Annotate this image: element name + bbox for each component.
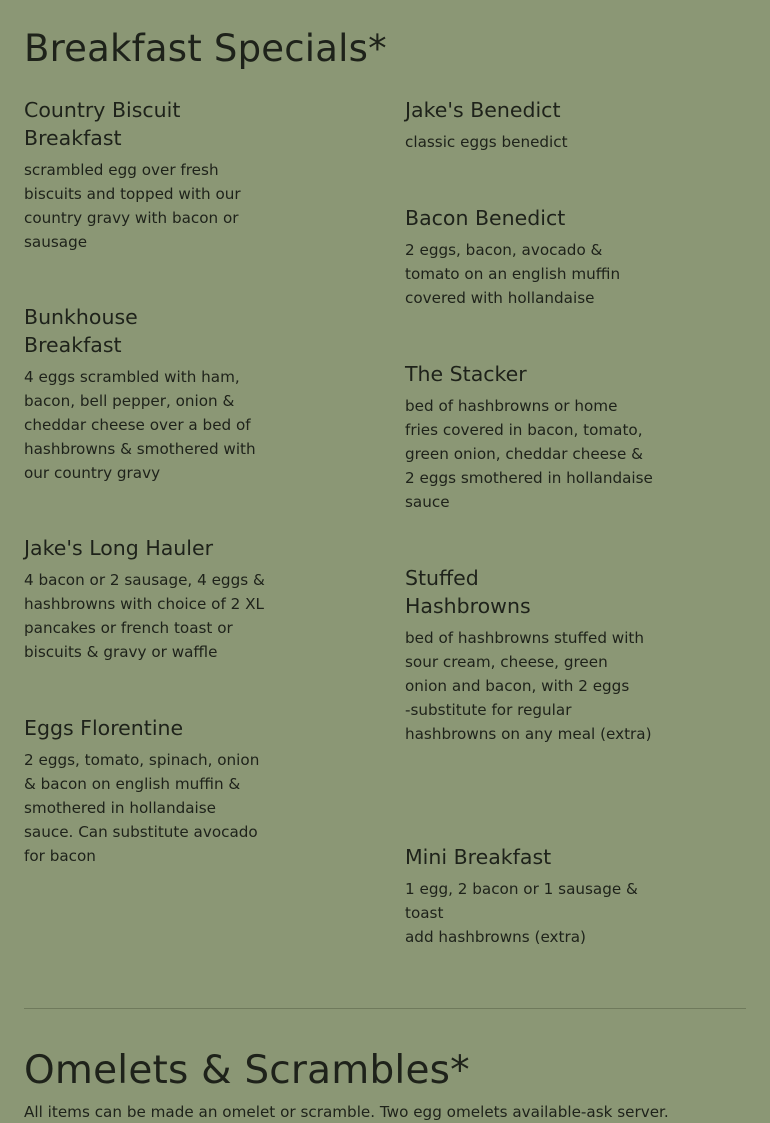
menu-item-description: 1 egg, 2 bacon or 1 sausage & toast add hashbrowns (extra) bbox=[405, 880, 638, 946]
menu-item-name: Bacon Benedict bbox=[405, 206, 566, 230]
menu-item bbox=[24, 303, 272, 485]
menu-item bbox=[405, 204, 653, 310]
breakfast-specials-title: Breakfast Specials* bbox=[24, 27, 387, 70]
menu-item-description: 4 bacon or 2 sausage, 4 eggs & hashbrowns with choice of 2 XL pancakes or french toast or biscuits & gravy or waffle bbox=[24, 571, 265, 661]
menu-item-name: Country Biscuit Breakfast bbox=[24, 98, 181, 150]
menu-item-description: 2 eggs, bacon, avocado & tomato on an english muffin covered with hollandaise bbox=[405, 241, 621, 307]
menu-item-name: The Stacker bbox=[405, 362, 527, 386]
menu-item-name: Bunkhouse Breakfast bbox=[24, 305, 138, 357]
menu-item-name: Stuffed Hashbrowns bbox=[405, 566, 531, 618]
menu-item bbox=[405, 564, 653, 746]
menu-item bbox=[24, 96, 272, 254]
menu-item-description: 2 eggs, tomato, spinach, onion & bacon on english muffin & smothered in hollandaise sauce. Can substitute avocado for bacon bbox=[24, 751, 260, 865]
menu-item bbox=[24, 534, 272, 664]
menu-item bbox=[405, 96, 653, 154]
omelets-scrambles-title: Omelets & Scrambles* bbox=[24, 1048, 470, 1093]
menu-item-name: Mini Breakfast bbox=[405, 845, 552, 869]
section-divider bbox=[24, 1008, 746, 1009]
menu-item-description: bed of hashbrowns stuffed with sour cream, cheese, green onion and bacon, with 2 eggs -substitute for regular hashbrowns on any meal (extra) bbox=[405, 629, 652, 743]
menu-item-name: Eggs Florentine bbox=[24, 716, 184, 740]
omelets-note: All items can be made an omelet or scramble. Two egg omelets available-ask server. bbox=[24, 1103, 669, 1121]
menu-item-name: Jake's Benedict bbox=[405, 98, 561, 122]
menu-item-name: Jake's Long Hauler bbox=[24, 536, 214, 560]
menu-item-description: scrambled egg over fresh biscuits and topped with our country gravy with bacon or sausage bbox=[24, 161, 241, 251]
menu-item-description: bed of hashbrowns or home fries covered in bacon, tomato, green onion, cheddar cheese & 2 eggs smothered in hollandaise sauce bbox=[405, 397, 653, 511]
menu-item-description: classic eggs benedict bbox=[405, 133, 568, 151]
menu-item bbox=[405, 843, 653, 949]
menu-item bbox=[405, 360, 653, 514]
menu-item bbox=[24, 714, 272, 868]
menu-item-description: 4 eggs scrambled with ham, bacon, bell pepper, onion & cheddar cheese over a bed of hashbrowns & smothered with our country gravy bbox=[24, 368, 256, 482]
